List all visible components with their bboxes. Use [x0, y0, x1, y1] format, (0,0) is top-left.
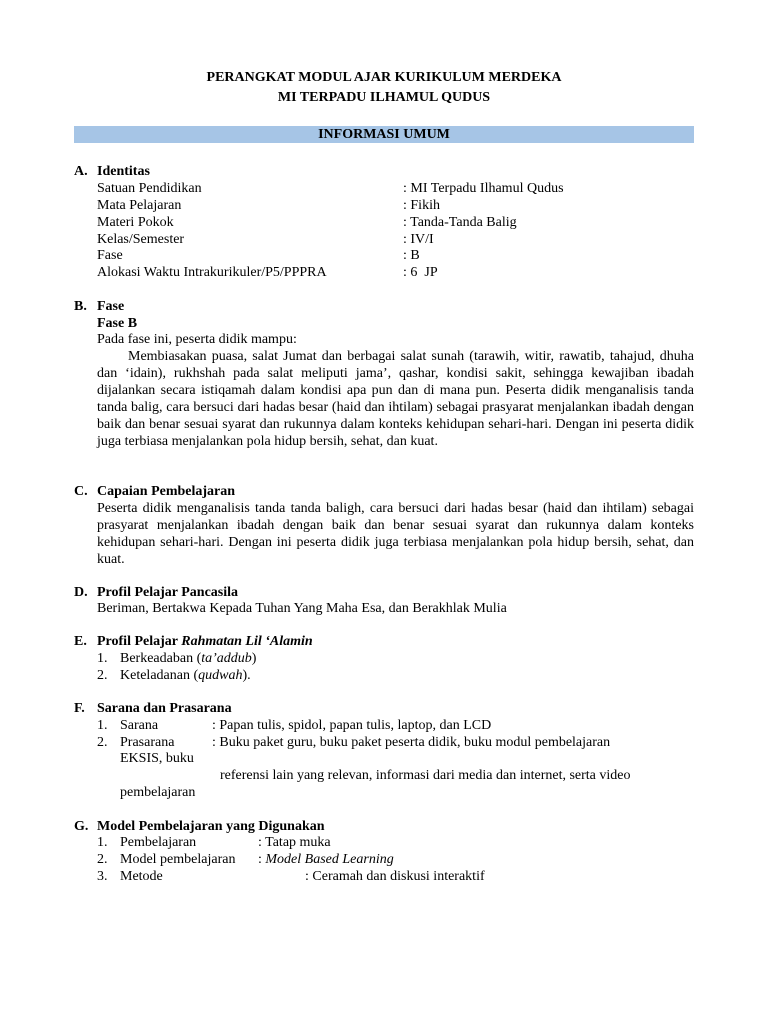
section-banner: INFORMASI UMUM	[74, 126, 694, 143]
section-b-intro: Pada fase ini, peserta didik mampu:	[97, 332, 297, 347]
list-number: 3.	[97, 869, 108, 884]
section-b-body: Membiasakan puasa, salat Jumat dan berbagai salat sunah (tarawih, witir, rawatib, tahajud, dhuha dan ‘idain), rukhshah pada salat meliputi jama’, qashar, kondisi sakit, sehingga kewajiban ibadah dijalankan secara istiqamah dalam kondisi apa pun dan di mana pun. Peserta didik menganalisis tanda tanda balig, cara bersuci dari hadas besar (haid dan ihtilam) sebagai prasyarat menjalankan ibadah dengan baik dan benar sesuai syarat dan rukunnya dalam konteks kehidupan sehari-hari. Dengan ini peserta didik juga terbiasa menjalankan pola hidup bersih, sehat, dan kuat.	[97, 349, 694, 449]
list-item	[120, 667, 251, 684]
list-item-continuation: pembelajaran	[120, 785, 196, 800]
section-g-letter: G.	[74, 819, 89, 834]
identity-label: Materi Pokok	[97, 215, 174, 230]
list-number: 2.	[97, 735, 108, 750]
list-number: 2.	[97, 668, 108, 683]
list-item-value	[258, 851, 394, 868]
list-item-label: Pembelajaran	[120, 835, 197, 850]
section-e-title-plain: Profil Pelajar	[97, 634, 182, 649]
identity-label: Satuan Pendidikan	[97, 181, 202, 196]
list-number: 1.	[97, 718, 108, 733]
identity-value: : IV/I	[403, 232, 434, 247]
list-item-value: : Tatap muka	[258, 835, 331, 850]
list-number: 1.	[97, 651, 108, 666]
section-g-title: Model Pembelajaran yang Digunakan	[97, 819, 325, 834]
document-title-line1: PERANGKAT MODUL AJAR KURIKULUM MERDEKA	[206, 70, 562, 85]
section-b-subtitle: Fase B	[97, 316, 138, 331]
section-c-body: Peserta didik menganalisis tanda tanda baligh, cara bersuci dari hadas besar (haid dan ihtilam) sebagai prasyarat menjalankan ibadah dengan baik dan benar sesuai syarat dan rukunnya dalam konteks kehidupan sehari-hari. Dengan ini peserta didik juga terbiasa menjalankan pola hidup bersih, sehat, dan kuat.	[97, 501, 694, 567]
identity-value: : B	[403, 248, 420, 263]
list-item-label: Metode	[120, 869, 163, 884]
list-item	[120, 650, 256, 667]
list-item-continuation: referensi lain yang relevan, informasi dari media dan internet, serta video	[220, 768, 631, 783]
section-b-letter: B.	[74, 299, 87, 314]
identity-value: : MI Terpadu Ilhamul Qudus	[403, 181, 564, 196]
list-item-continuation: EKSIS, buku	[120, 751, 194, 766]
identity-label: Mata Pelajaran	[97, 198, 182, 213]
list-item-value: : Papan tulis, spidol, papan tulis, laptop, dan LCD	[212, 718, 492, 733]
list-item-italic: qudwah	[198, 668, 243, 683]
section-e-letter: E.	[74, 634, 87, 649]
section-d-title: Profil Pelajar Pancasila	[97, 585, 239, 600]
identity-label: Fase	[97, 248, 123, 263]
list-item-italic: Model Based Learning	[265, 852, 394, 867]
section-f-letter: F.	[74, 701, 85, 716]
list-item-value: : Buku paket guru, buku paket peserta didik, buku modul pembelajaran	[212, 735, 611, 750]
section-f-title: Sarana dan Prasarana	[97, 701, 232, 716]
list-item-label: Sarana	[120, 718, 159, 733]
section-e-title	[97, 633, 313, 650]
list-item-value: : Ceramah dan diskusi interaktif	[305, 869, 485, 884]
section-e-title-italic: Rahmatan Lil ‘Alamin	[181, 634, 313, 649]
list-number: 1.	[97, 835, 108, 850]
list-number: 2.	[97, 852, 108, 867]
section-a-letter: A.	[74, 164, 88, 179]
list-item-text: Berkeadaban (	[120, 651, 202, 666]
identity-label: Kelas/Semester	[97, 232, 185, 247]
identity-value: : Fikih	[403, 198, 440, 213]
section-b-title: Fase	[97, 299, 125, 314]
section-d-body: Beriman, Bertakwa Kepada Tuhan Yang Maha Esa, dan Berakhlak Mulia	[97, 601, 507, 616]
document-title-line2: MI TERPADU ILHAMUL QUDUS	[277, 90, 491, 105]
list-item-label: Prasarana	[120, 735, 175, 750]
list-item-after: )	[251, 651, 257, 666]
list-item-after: ).	[242, 668, 251, 683]
list-item-italic: ta’addub	[201, 651, 252, 666]
section-d-letter: D.	[74, 585, 88, 600]
list-item-label: Model pembelajaran	[120, 852, 236, 867]
identity-label: Alokasi Waktu Intrakurikuler/P5/PPPRA	[97, 265, 327, 280]
section-c-title: Capaian Pembelajaran	[97, 484, 236, 499]
list-item-colon: :	[258, 852, 266, 867]
identity-value: : 6 JP	[403, 265, 438, 280]
section-c-letter: C.	[74, 484, 88, 499]
identity-value: : Tanda-Tanda Balig	[403, 215, 517, 230]
section-a-title: Identitas	[97, 164, 150, 179]
list-item-text: Keteladanan (	[120, 668, 199, 683]
